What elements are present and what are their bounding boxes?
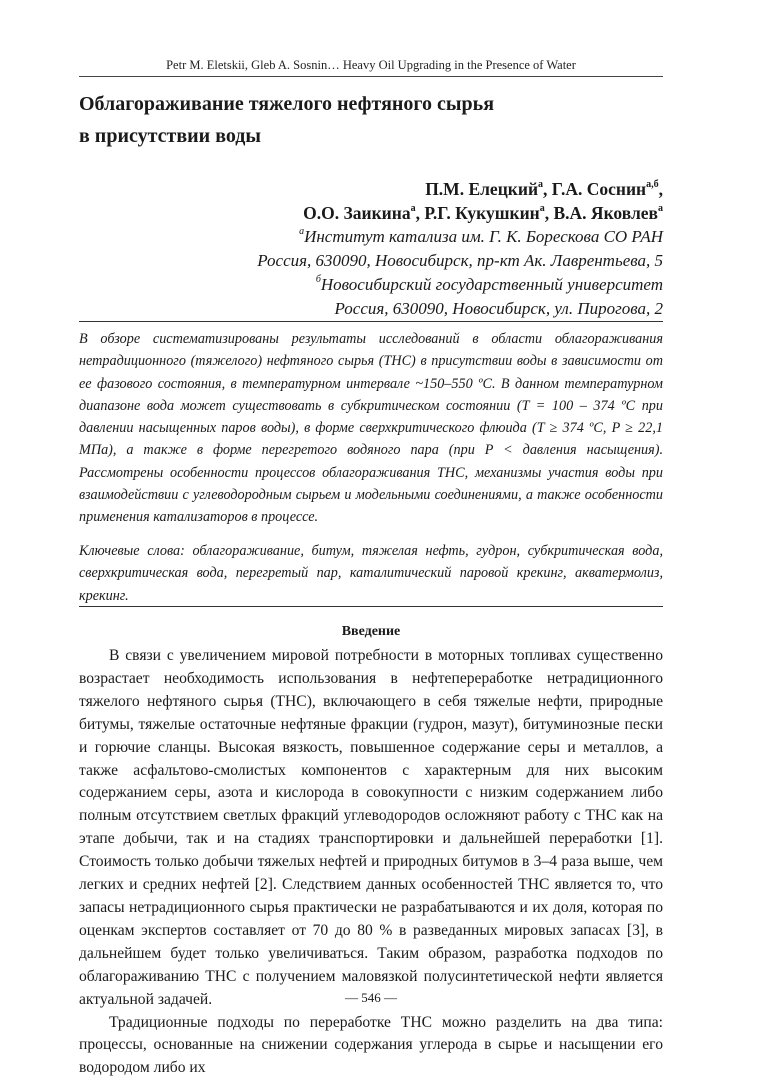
affiliation-marker: а,б	[646, 179, 659, 191]
author-name: , Р.Г. Кукушкин	[415, 203, 540, 223]
running-head: Petr M. Eletskii, Gleb A. Sosnin… Heavy Oil Upgrading in the Presence of Water	[166, 58, 576, 72]
affiliation-marker: а	[538, 179, 544, 191]
author-list	[103, 177, 663, 225]
affiliation-marker: а	[410, 203, 416, 215]
running-head-rule	[79, 76, 663, 77]
author-line-2	[103, 201, 663, 225]
author-name: , В.А. Яковлев	[544, 203, 658, 223]
abstract: В обзоре систематизированы результаты исследований в области облагораживания нетрадиционного (тяжелого) нефтяного сырья (ТНС) в присутствии воды в зависимости от ее фазового состояния, в температурном интервале ~150–550 ºС. В данном температурном диапазоне вода может существовать в субкритическом состоянии (T = 100 – 374 ºС при давлении насыщенных паров воды), в форме сверхкритического флюида (T ≥ 374 ºС, P ≥ 22,1 МПа), а также в форме перегретого водяного пара (при P < давления насыщения). Рассмотрены особенности процессов облагораживания ТНС, механизмы участия воды при взаимодействии с углеводородным сырьем и модельными соединениями, а также особенности применения катализаторов в процессе.	[79, 331, 663, 526]
introduction-body	[79, 645, 663, 1080]
article-title-line-1: Облагораживание тяжелого нефтяного сырья	[79, 93, 495, 115]
affiliation-marker: а	[658, 203, 663, 215]
article-title-line-2: в присутствии воды	[79, 125, 262, 147]
author-name: П.М. Елецкий	[425, 179, 539, 199]
institution-name: Институт катализа им. Г. К. Борескова СО РАН	[304, 227, 663, 246]
author-line-1	[103, 177, 663, 201]
author-separator: ,	[658, 179, 663, 199]
institution-b-address: Россия, 630090, Новосибирск, ул. Пирогова, 2	[334, 299, 663, 318]
institution-a-address: Россия, 630090, Новосибирск, пр-кт Ак. Лаврентьева, 5	[257, 251, 663, 270]
institution-name: Новосибирский государственный университет	[320, 275, 663, 294]
page-number: — 546 —	[345, 990, 397, 1005]
affiliation-marker: а	[299, 226, 305, 238]
institution-list	[103, 225, 663, 321]
author-name: О.О. Заикина	[303, 203, 411, 223]
abstract-bottom-rule	[79, 606, 663, 607]
paragraph: В связи с увеличением мировой потребности в моторных топливах существенно возрастает необходимость использования в нефтепереработке нетрадиционного тяжелого нефтяного сырья (ТНС), включающего в себя тяжелые нефти, природные битумы, тяжелые остаточные нефтяные фракции (гудрон, мазут), битуминозные пески и горючие сланцы. Высокая вязкость, повышенное содержание серы и металлов, а также асфальтово-смолистых компонентов с характерным для них высоким содержанием серы, азота и кислорода в совокупности с низким содержанием либо полным отсутствием светлых фракций углеводородов осложняют работу с ТНС как на этапе добычи, так и на стадиях транспортировки и дальнейшей переработки [1]. Стоимость только добычи тяжелых нефтей и природных битумов в 3–4 раза выше, чем легких и средних нефтей [2]. Следствием данных особенностей ТНС является то, что запасы нетрадиционного сырья практически не разрабатываются и их доля, которая по оценкам экспертов составляет от 70 до 80 % в разведанных мировых запасах [3], в дальнейшем будет только увеличиваться. Таким образом, разработка подходов по облагораживанию ТНС с получением маловязкой полусинтетической нефти является актуальной задачей.	[79, 647, 663, 1008]
article-title	[79, 88, 639, 152]
authors-affiliations	[103, 177, 663, 321]
institution-b-name	[103, 273, 663, 297]
author-name: , Г.А. Соснин	[543, 179, 647, 199]
abstract-top-rule	[79, 321, 663, 322]
section-title-introduction: Введение	[341, 624, 401, 639]
affiliation-marker: а	[539, 203, 545, 215]
affiliation-marker: б	[315, 274, 321, 286]
paragraph: Традиционные подходы по переработке ТНС можно разделить на два типа: процессы, основанные на снижении содержания углерода в сырье и насыщении его водородом либо их	[79, 1013, 663, 1077]
institution-a-name	[103, 225, 663, 249]
keywords: Ключевые слова: облагораживание, битум, тяжелая нефть, гудрон, субкритическая вода, сверхкритическая вода, перегретый пар, каталитический паровой крекинг, акватермолиз, крекинг.	[79, 543, 663, 604]
